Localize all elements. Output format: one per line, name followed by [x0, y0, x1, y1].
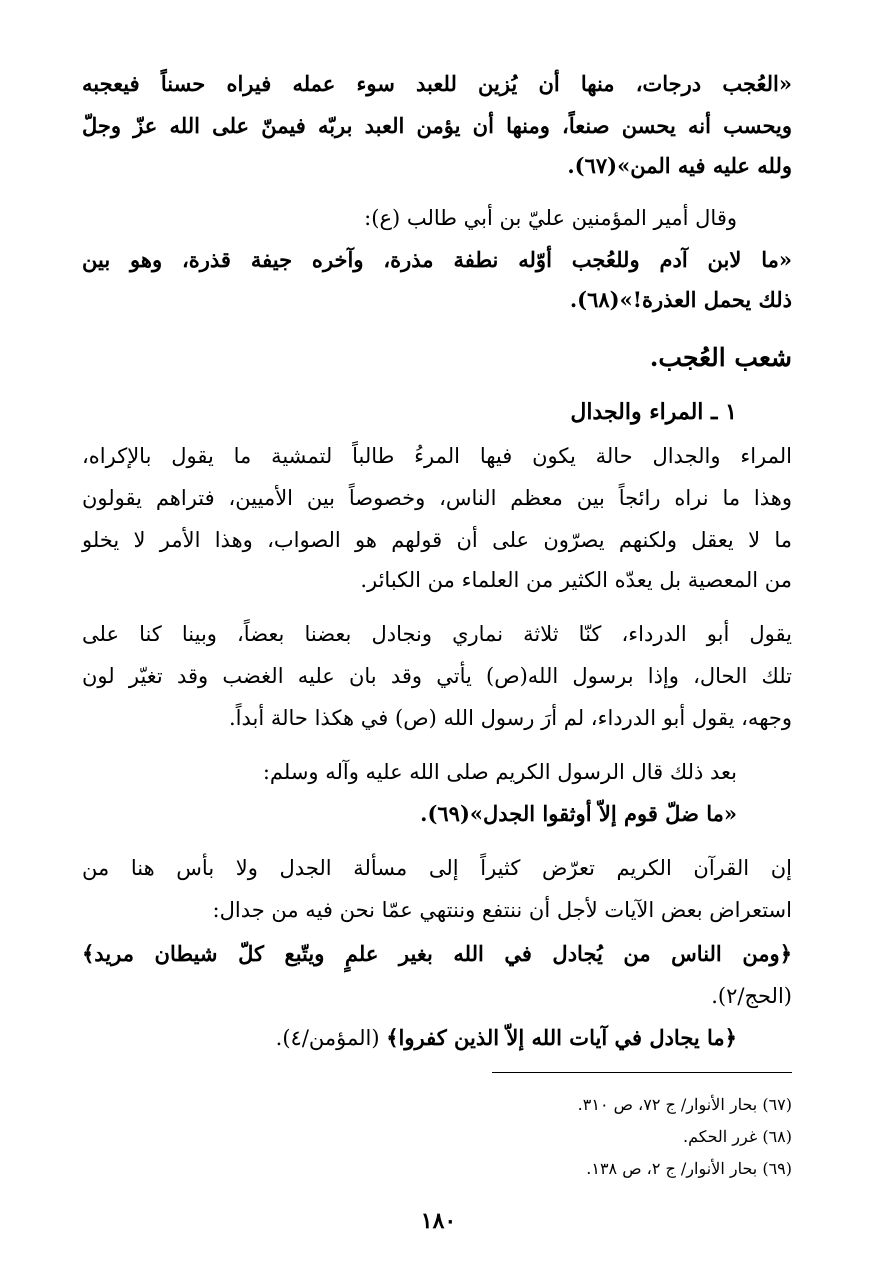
p4-line-1: إن القرآن الكريم تعرّض كثيراً إلى مسألة الجدل ولا بأس هنا من	[82, 856, 792, 880]
p3-intro: بعد ذلك قال الرسول الكريم صلى الله عليه وآله وسلم:	[262, 760, 737, 784]
section-heading: شعب العُجب.	[649, 343, 792, 372]
p2-line-3: وجهه، يقول أبو الدرداء، لم أرَ رسول الله (ص) في هكذا حالة أبداً.	[228, 706, 792, 730]
footnote-67: (٦٧) بحار الأنوار/ ج ٧٢، ص ٣١٠.	[577, 1095, 792, 1114]
p2-line-2: تلك الحال، وإذا برسول الله(ص) يأتي وقد بان عليه الغضب وقد تغيّر لون	[82, 664, 792, 688]
footnote-divider	[492, 1072, 792, 1073]
quote1-line-3: ولله عليه فيه المن»(٦٧).	[567, 153, 792, 178]
quote2-line-1: «ما لابن آدم وللعُجب أوّله نطفة مذرة، وآخره جيفة قذرة، وهو بين	[82, 247, 792, 272]
p2-line-1: يقول أبو الدرداء، كنّا ثلاثة نماري ونجادل بعضنا بعضاً، وبينا كنا على	[82, 622, 792, 646]
verse1: ﴿ومن الناس من يُجادل في الله بغير علمٍ ويتّبع كلّ شيطان مريد﴾	[82, 941, 792, 966]
verse2-ref: (المؤمن/٤).	[275, 1026, 380, 1050]
p1-line-4: من المعصية بل يعدّه الكثير من العلماء من الكبائر.	[360, 568, 792, 592]
p1-line-3: ما لا يعقل ولكنهم يصرّون على أن قولهم هو الصواب، وهذا الأمر لا يخلو	[82, 528, 792, 552]
p4-line-2: استعراض بعض الآيات لأجل أن ننتفع وننتهي عمّا نحن فيه من جدال:	[212, 898, 792, 922]
footnote-68: (٦٨) غرر الحكم.	[683, 1127, 792, 1146]
quote1-line-2: ويحسب أنه يحسن صنعاً، ومنها أن يؤمن العبد بربّه فيمنّ على الله عزّ وجلّ	[82, 113, 792, 138]
verse2: ﴿ما يجادل في آيات الله إلاّ الذين كفروا﴾	[386, 1025, 737, 1050]
footnote-69: (٦٩) بحار الأنوار/ ج ٢، ص ١٣٨.	[586, 1159, 792, 1178]
p1-line-2: وهذا ما نراه رائجاً بين معظم الناس، وخصوصاً بين الأميين، فتراهم يقولون	[82, 486, 792, 510]
ali-intro: وقال أمير المؤمنين عليّ بن أبي طالب (ع):	[364, 206, 737, 230]
quote1-line-1: «العُجب درجات، منها أن يُزين للعبد سوء عمله فيراه حسناً فيعجبه	[82, 71, 792, 96]
quote3: «ما ضلّ قوم إلاّ أوثقوا الجدل»(٦٩).	[420, 801, 737, 826]
verse1-ref: (الحج/٢).	[711, 984, 792, 1008]
quote2-line-2: ذلك يحمل العذرة!»(٦٨).	[569, 287, 792, 312]
verse2-row	[276, 1020, 737, 1056]
subheading: ١ ـ المراء والجدال	[570, 399, 737, 425]
p1-line-1: المراء والجدال حالة يكون فيها المرءُ طالباً لتمشية ما يقول بالإكراه،	[82, 444, 792, 468]
page-number: ١٨٠	[420, 1208, 457, 1234]
